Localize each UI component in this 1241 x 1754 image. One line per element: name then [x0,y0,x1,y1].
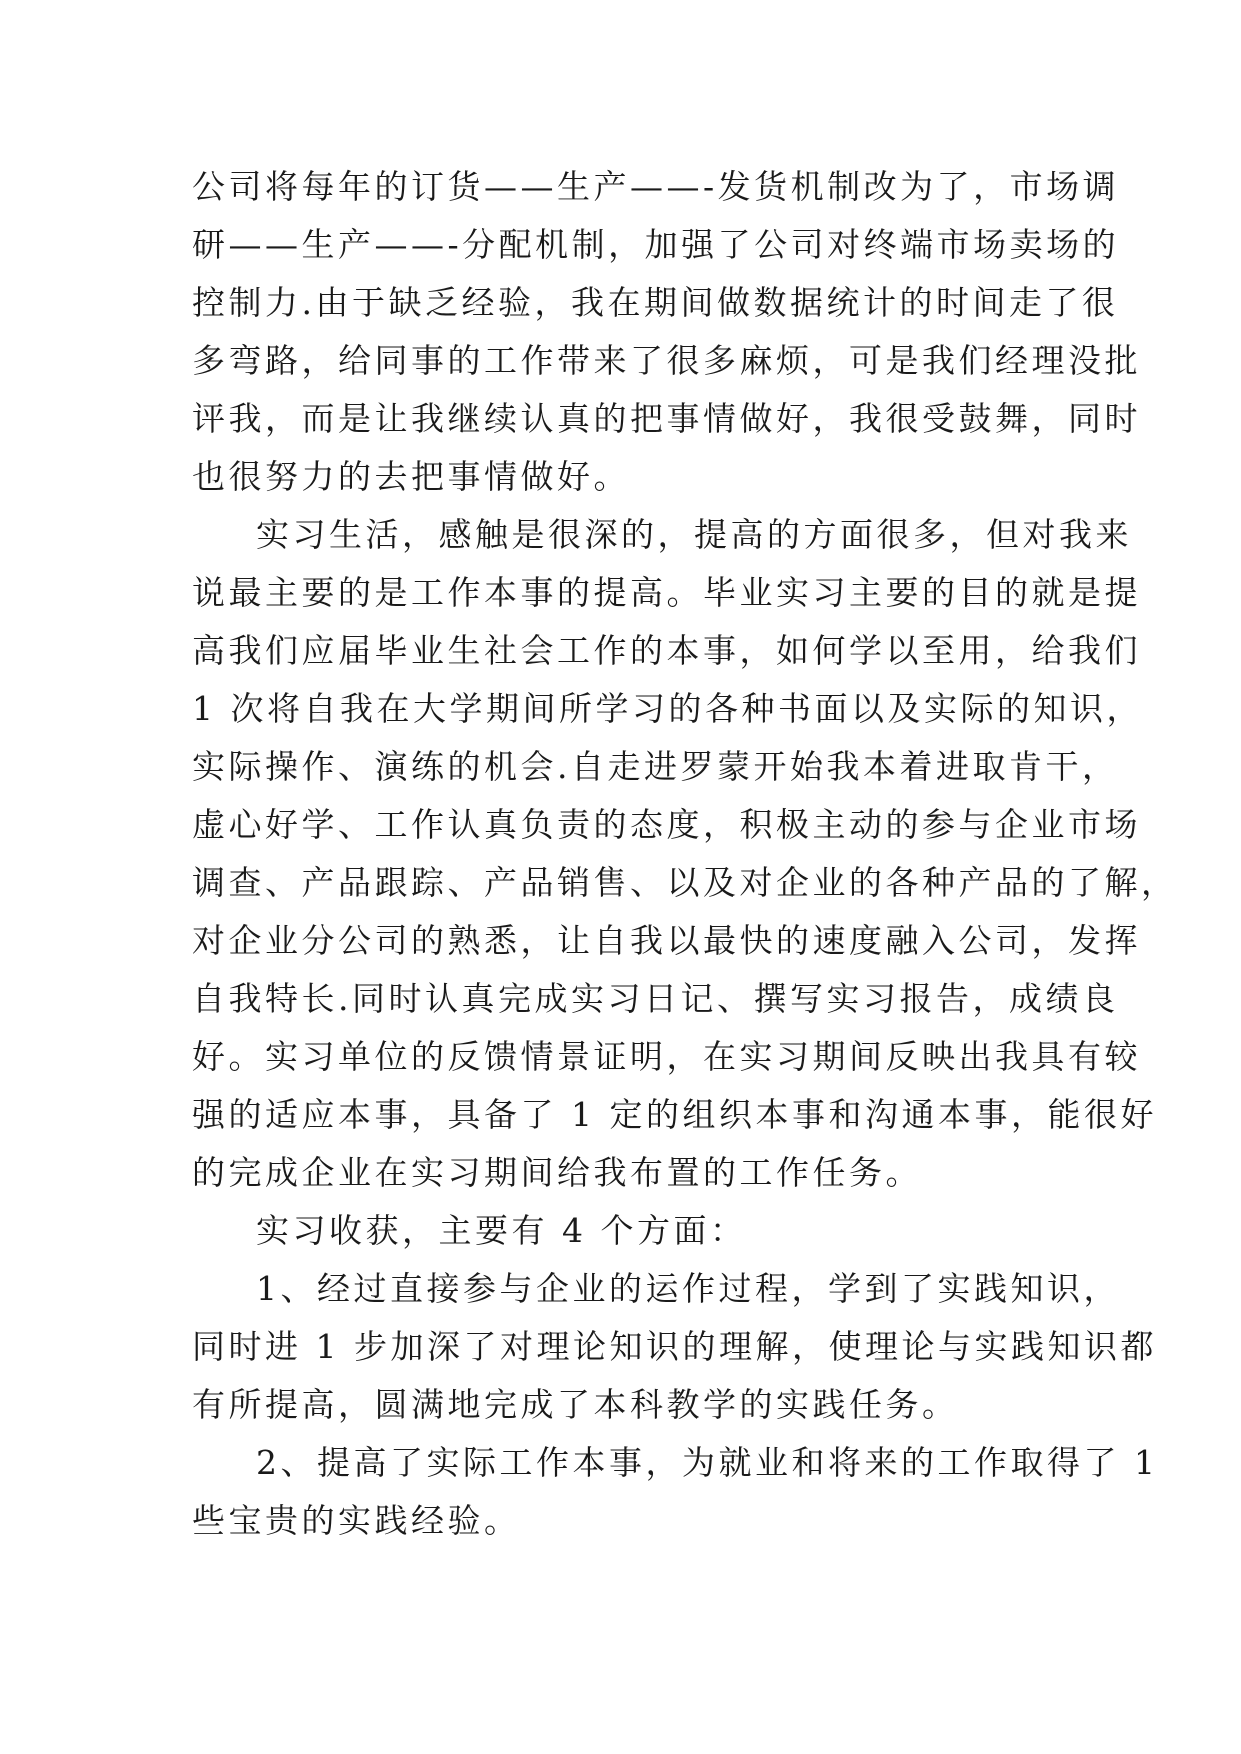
text-line: 公司将每年的订货——生产——-发货机制改为了，市场调 [192,167,1120,206]
text-line: 有所提高，圆满地完成了本科教学的实践任务。 [192,1385,959,1424]
paragraph-first-line: 实习收获，主要有 4 个方面： [256,1211,747,1250]
text-line: 也很努力的去把事情做好。 [192,457,630,496]
text-line: 强的适应本事，具备了 1 定的组织本事和沟通本事，能很好 [192,1095,1157,1134]
text-line: 评我，而是让我继续认真的把事情做好，我很受鼓舞，同时 [192,399,1141,438]
text-line: 虚心好学、工作认真负责的态度，积极主动的参与企业市场 [192,805,1141,844]
text-line: 的完成企业在实习期间给我布置的工作任务。 [192,1153,922,1192]
text-line: 1 次将自我在大学期间所学习的各种书面以及实际的知识， [192,689,1143,728]
text-line: 实际操作、演练的机会.自走进罗蒙开始我本着进取肯干， [192,747,1119,786]
paragraph-first-line: 1、经过直接参与企业的运作过程，学到了实践知识， [256,1269,1120,1308]
text-line: 控制力.由于缺乏经验，我在期间做数据统计的时间走了很 [192,283,1119,322]
text-line: 说最主要的是工作本事的提高。毕业实习主要的目的就是提 [192,573,1141,612]
text-line: 同时进 1 步加深了对理论知识的理解，使理论与实践知识都 [192,1327,1157,1366]
paragraph-first-line: 2、提高了实际工作本事，为就业和将来的工作取得了 1 [256,1443,1159,1482]
paragraph-first-line: 实习生活，感触是很深的，提高的方面很多，但对我来 [256,515,1132,554]
text-line: 对企业分公司的熟悉，让自我以最快的速度融入公司，发挥 [192,921,1141,960]
text-line: 自我特长.同时认真完成实习日记、撰写实习报告，成绩良 [192,979,1119,1018]
document-body [192,158,1178,1550]
text-line: 好。实习单位的反馈情景证明，在实习期间反映出我具有较 [192,1037,1141,1076]
text-line: 研——生产——-分配机制，加强了公司对终端市场卖场的 [192,225,1120,264]
text-line: 高我们应届毕业生社会工作的本事，如何学以至用，给我们 [192,631,1141,670]
text-line: 些宝贵的实践经验。 [192,1501,521,1540]
text-line: 调查、产品跟踪、产品销售、以及对企业的各种产品的了解， [192,863,1178,902]
text-line: 多弯路，给同事的工作带来了很多麻烦，可是我们经理没批 [192,341,1141,380]
